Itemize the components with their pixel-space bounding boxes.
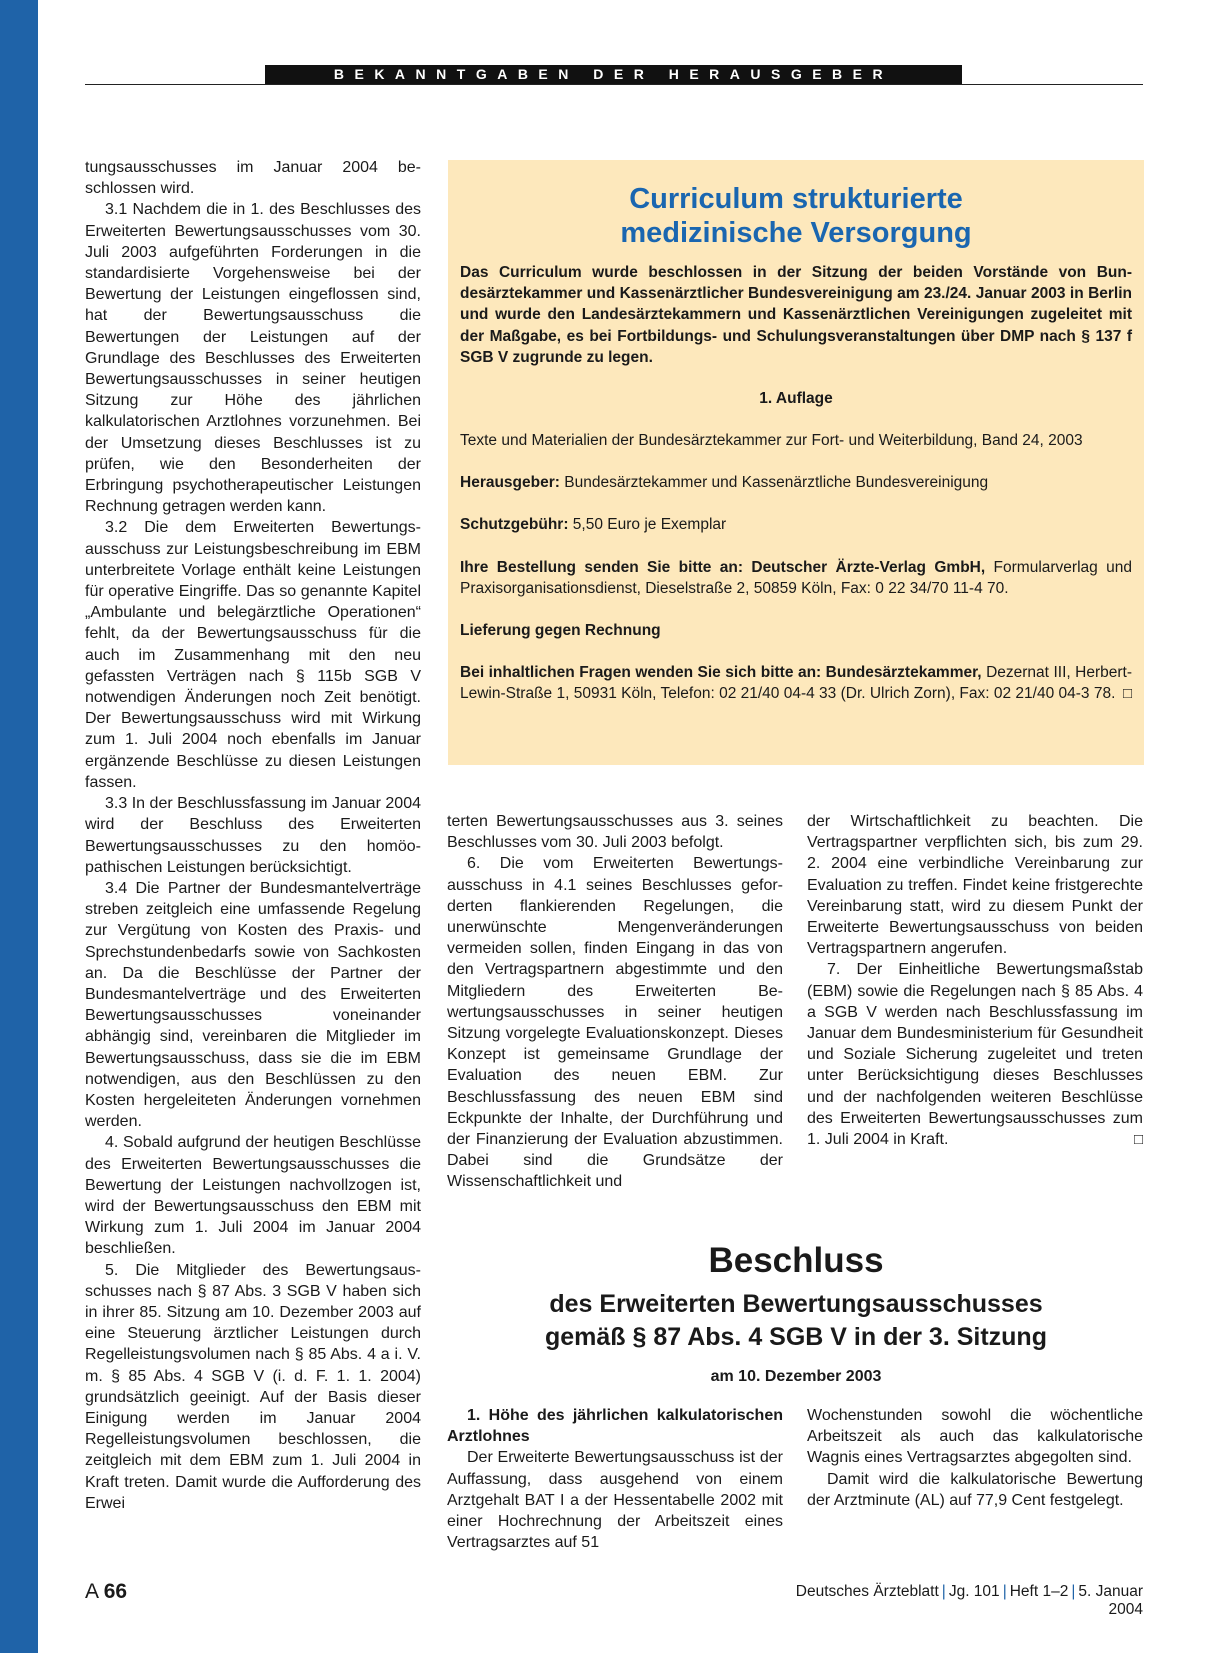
paragraph: Der Erweiterte Bewertungsausschuss ist der Auffassung, dass ausgehend von einem Arztgehalt BAT I a der Hessentabelle 2002 mit einer Hochrechnung der Arbeitszeit eines Vertragsarztes auf 51 [447,1449,783,1552]
header-rule [85,84,1143,85]
box-edition: 1. Auflage [759,390,833,408]
questions-value: Dezernat III, Herbert-Lewin-Straße 1, 50931 Köln, Telefon: 02 21/40 04-4 33 (Dr. Ulrich Zorn), Fax: 02 21/40 04-3 78. [460,664,1133,703]
fee-label: Schutzgebühr: [460,516,569,534]
curriculum-box [448,160,1144,765]
journal-issue: Heft 1–2 [1009,1583,1069,1600]
paragraph: 6. Die vom Erweiterten Bewertungsausschuss in 4.1 seines Beschlusses geforderten flankierenden Regelungen, die unerwünschte Mengenveränderungen vermeiden sollen, finden Eingang in das von den Vertragspartnern abgestimmte und den Mitgliedern des Erweiterten Bewertungsausschusses in seiner heutigen Sitzung vorgelegte Evaluationskonzept. Dieses Konzept ist gemeinsame Grundlage der Evaluation des neuen EBM. Zur Beschlussfassung des neuen EBM sind Eckpunkte der Inhalte, der Durchführung und der Finanzierung der Evaluation abzustimmen. Dabei sind die Grundsätze der Wissenschaftlichkeit und [447,855,783,1191]
beschluss-subtitle-line: gemäß § 87 Abs. 4 SGB V in der 3. Sitzung [545,1323,1047,1351]
box-publisher [460,472,1132,493]
delivery-label: Lieferung gegen Rechnung [460,622,661,640]
box-intro: Das Curriculum wurde beschlossen in der Sitzung der beiden Vorstände von Bundesärztekammer und Kassenärztlicher Bundesvereinigung am 23./24. Januar 2003 in Berlin und wurde den Landesärztekammern und Kassenärztlichen Vereinigungen zugeleitet mit der Maßgabe, es bei Fortbildungs- und Schulungsveranstaltungen über DMP nach § 137 f SGB V zugrunde zu legen. [460,264,1132,366]
beschluss-subtitle [448,1288,1144,1354]
right-column [807,811,1143,1150]
fee-value: 5,50 Euro je Exemplar [568,516,727,534]
paragraph: 3.2 Die dem Erweiterten Bewertungsausschuss zur Leistungsbeschreibung im EBM unterbreitete Vorlage enthält keine Leistungen für operative Eingriffe. Das so genannte Kapitel „Ambulante und belegärztliche Operationen“ fehlt, da der Bewertungsausschuss für die auch im Zusammenhang mit den neu gefassten Verträgen nach § 115b SGB V notwendigen Änderungen noch Zeit benötigt. Der Bewertungsausschuss wird mit Wirkung zum 1. Juli 2004 noch ebenfalls im Januar ergänzende Beschlüsse zu diesen Leistungen fassen. [85,519,421,791]
paragraph-text: 7. Der Einheitliche Bewertungsmaßstab (EBM) sowie die Regelungen nach § 85 Abs. 4 a SGB V werden nach Beschlussfassung im Januar dem Bundesministerium für Gesundheit und Soziale Sicherung zugeleitet und treten unter Berücksichtigung dieses Beschlusses und der nachfolgenden weiteren Beschlüsse des Erweiterten Bewertungsausschusses zum 1. Juli 2004 in Kraft. [807,961,1143,1149]
publisher-label: Herausgeber: [460,474,560,492]
page-number [85,1580,127,1604]
page-number-value: 66 [103,1580,128,1603]
beschluss-middle-column [447,1405,783,1553]
paragraph: 5. Die Mitglieder des Bewertungsausschusses nach § 87 Abs. 3 SGB V haben sich in ihrer 85. Sitzung am 10. Dezember 2003 auf eine Steuerung ärztlicher Leistungen durch Regelleistungsvolumen nach § 85 Abs. 4 a i. V. m. § 85 Abs. 4 SGB V (i. d. F. 1. 1. 2004) grundsätzlich geeinigt. Auf der Basis dieser Einigung werden im Januar 2004 Regelleistungsvolumen beschlossen, die zeitgleich mit dem EBM zum 1. Juli 2004 in Kraft treten. Damit wurde die Aufforderung des Erwei [85,1261,421,1512]
journal-volume: Jg. 101 [948,1583,1000,1600]
paragraph: 4. Sobald aufgrund der heutigen Beschlüsse des Erweiterten Bewertungsausschusses die Bewertung der Leistungen nachvollzogen ist, wird der Bewertungsausschuss den EBM mit Wirkung zum 1. Juli 2004 im Januar 2004 beschließen. [85,1134,421,1258]
separator: | [1071,1583,1076,1600]
paragraph: tungsausschusses im Januar 2004 beschlossen wird. [85,159,421,198]
separator: | [1002,1583,1007,1600]
beschluss-heading [448,1240,1144,1386]
paragraph: 3.4 Die Partner der Bundesmantelverträge streben zeitgleich eine umfassende Regelung zur Vergütung von Kosten des Praxis- und Sprechstundenbedarfs sowie von Sachkosten an. Da die Beschlüsse der Partner der Bundesmantelverträge und des Erweiterten Bewertungsausschusses voneinander abhängig sind, vereinbaren die Mitglieder im Bewertungsausschuss, dass sie die im EBM notwendigen, aus den Beschlüssen zu den Kosten hergeleiteten Änderungen vornehmen werden. [85,879,421,1131]
order-value: Formularverlag und Praxisorganisationsdienst, Dieselstraße 2, 50859 Köln, Fax: 0 22 34/70 11-4 70. [460,558,1132,597]
paragraph: terten Bewertungsausschusses aus 3. seines Beschlusses vom 30. Juli 2003 befolgt. [447,813,783,852]
box-order [460,557,1132,599]
paragraph: 3.1 Nachdem die in 1. des Beschlusses des Erweiterten Bewertungsausschusses vom 30. Juli 2003 aufgeführten Forderungen in die standardisierte Vorgehensweise bei der Bewertung der Leistungen eingeflossen sind, hat der Bewertungsausschuss die Bewertungen der Leistungen auf der Grundlage des Beschlusses des Erweiterten Bewertungsausschusses in seiner heutigen Sitzung zur Höhe des jährlichen kalkulatorischen Arztlohnes vorzunehmen. Bei der Umsetzung dieses Beschlusses ist zu prüfen, wie den Besonderheiten der Erbringung psychotherapeutischer Leistungen Rechnung getragen werden kann. [85,201,421,516]
beschluss-subtitle-line: des Erweiterten Bewertungsausschusses [549,1290,1043,1318]
paragraph: Wochenstunden sowohl die wöchentliche Arbeitszeit als auch das kalkulatorische Wagnis eines Vertragsarztes abgegolten sind. [807,1407,1143,1467]
order-label: Ihre Bestellung senden Sie bitte an: Deutscher Ärzte-Verlag GmbH, [460,558,986,576]
section-heading: 1. Höhe des jährlichen kalkulatorischen Arztlohnes [447,1407,783,1446]
publisher-value: Bundesärztekammer und Kassenärztliche Bundesvereinigung [559,474,989,492]
box-questions [460,662,1132,704]
box-fee [460,514,1132,535]
beschluss-right-column [807,1405,1143,1511]
paragraph: der Wirtschaftlichkeit zu beachten. Die Vertragspartner verpflichten sich, bis zum 29. 2. 2004 eine verbindliche Vereinbarung zur Evaluation zu treffen. Findet keine fristgerechte Vereinbarung statt, wird zu diesem Punkt der Erweiterte Bewertungsausschuss von beiden Vertragspartnern angerufen. [807,813,1143,958]
box-title [460,182,1132,250]
end-mark: □ [1133,1131,1143,1149]
beschluss-date: am 10. Dezember 2003 [710,1368,882,1385]
left-color-bar [0,0,38,1653]
section-header: BEKANNTGABEN DER HERAUSGEBER [265,65,962,84]
box-series: Texte und Materialien der Bundesärztekammer zur Fort- und Weiterbildung, Band 24, 2003 [460,432,1083,450]
middle-column [447,811,783,1193]
paragraph [807,959,1143,1150]
paragraph: 3.3 In der Beschlussfassung im Januar 2004 wird der Beschluss des Erweiterten Bewertungsausschusses zu den homöopathischen Leistungen berücksichtigt. [85,795,421,876]
questions-label: Bei inhaltlichen Fragen wenden Sie sich bitte an: Bundesärztekammer, [460,664,982,682]
box-title-line: Curriculum strukturierte [629,183,963,215]
box-delivery [460,620,1132,641]
end-mark: □ [1122,685,1132,703]
beschluss-title: Beschluss [708,1241,884,1280]
box-title-line: medizinische Versorgung [620,217,972,249]
footer-citation [760,1583,1143,1619]
separator: | [941,1583,946,1600]
left-column [85,157,421,1514]
journal-date: 5. Januar 2004 [1078,1583,1143,1618]
page-prefix: A [85,1580,98,1603]
journal-name: Deutsches Ärzteblatt [795,1583,939,1600]
paragraph: Damit wird die kalkulatorische Bewertung der Arztminute (AL) auf 77,9 Cent festgelegt. [807,1470,1143,1509]
